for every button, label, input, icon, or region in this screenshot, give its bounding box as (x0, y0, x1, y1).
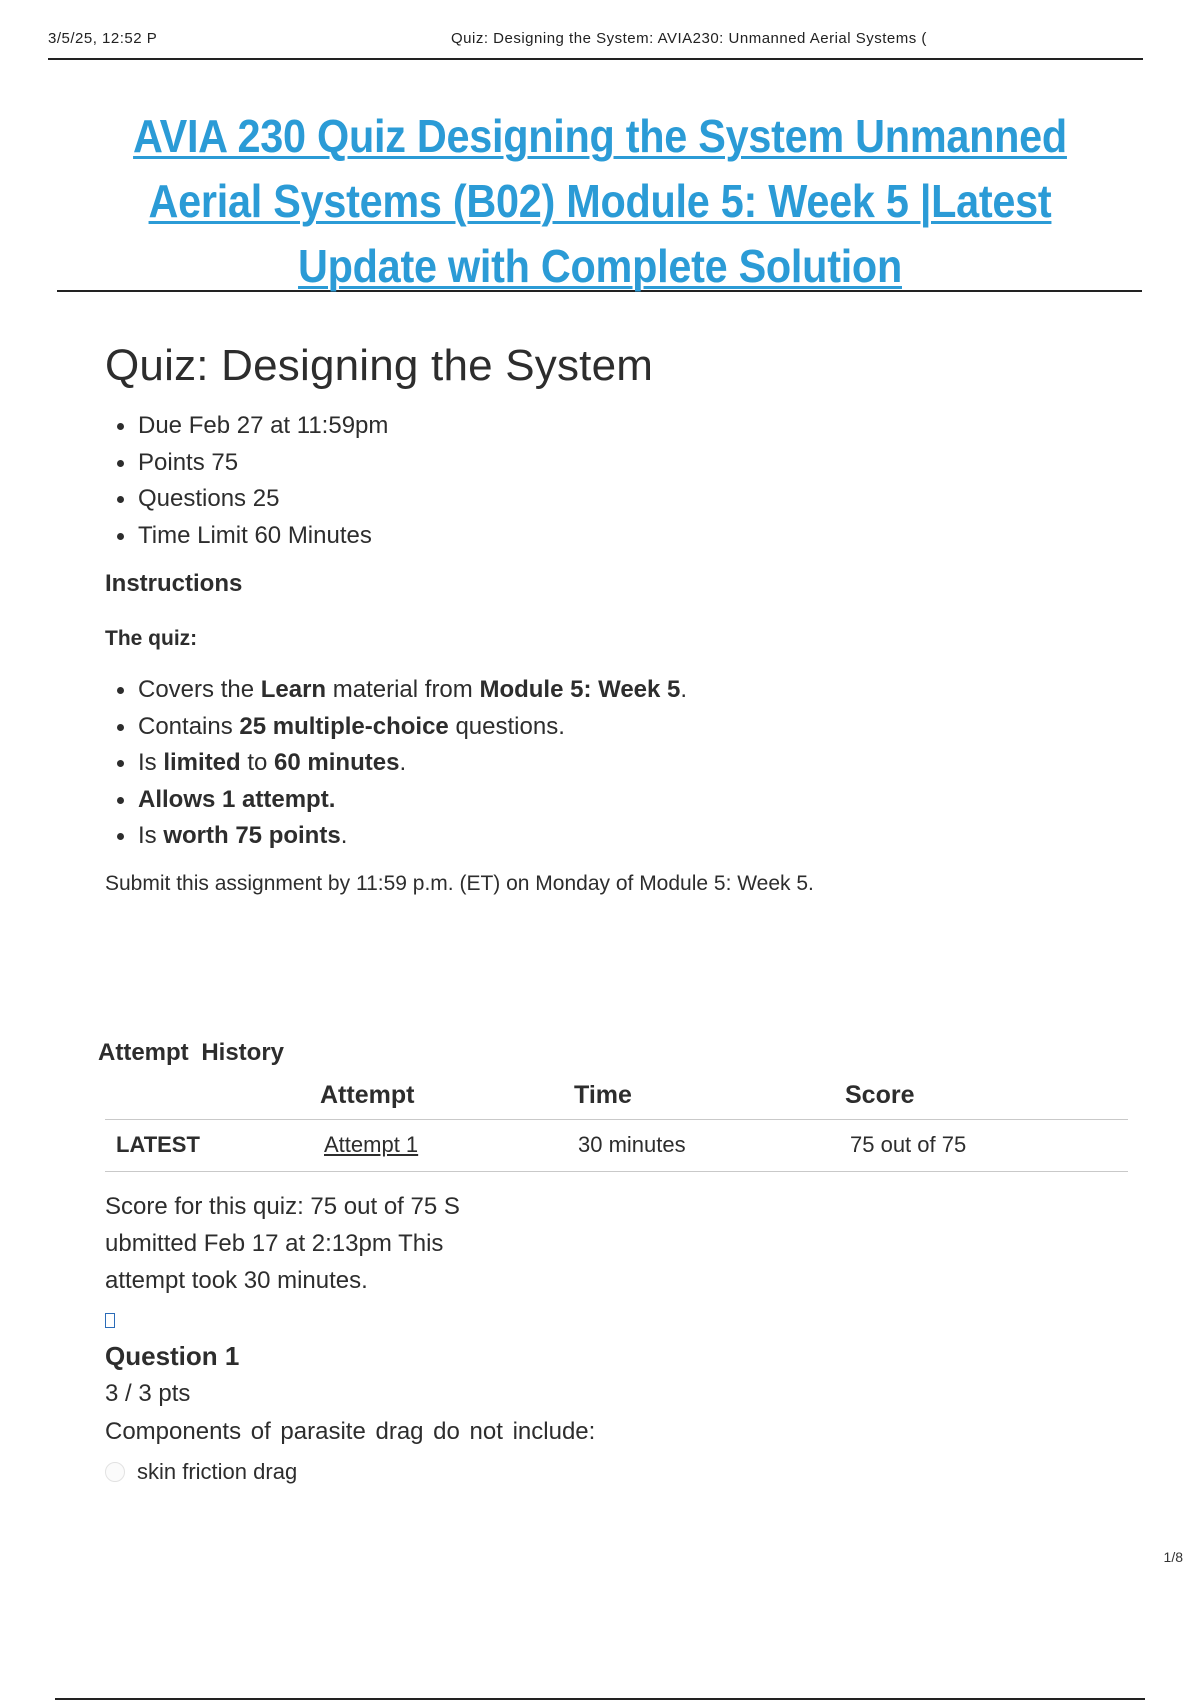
page-title: Quiz: Designing the System (105, 341, 654, 390)
rule-text: . (399, 749, 407, 776)
page-number: 1/8 (1163, 1549, 1183, 1565)
rule-text: . (340, 822, 348, 849)
rule-attempts (105, 782, 1135, 819)
answer-option-label: skin friction drag (137, 1459, 298, 1484)
answer-option[interactable] (105, 1454, 1128, 1490)
the-quiz-label: The quiz: (105, 627, 198, 650)
meta-points: Points 75 (105, 445, 1135, 482)
attempt-history-heading: Attempt History (98, 1039, 285, 1066)
meta-questions: Questions 25 (105, 481, 1135, 518)
question-title: Question 1 (105, 1341, 240, 1371)
rule-text: to (240, 749, 275, 776)
rule-text: Contains (138, 712, 240, 740)
rule-text: questions. (448, 712, 565, 740)
rule-text: Is (138, 822, 164, 849)
rule-bold: 25 multiple-choice (239, 712, 449, 740)
banner (57, 100, 1142, 292)
answer-radio[interactable] (105, 1462, 125, 1482)
rule-bold: worth 75 points (163, 822, 341, 849)
rule-worth (105, 818, 1135, 855)
rule-bold: Module 5: Week 5 (479, 676, 681, 703)
rule-limited (105, 745, 1135, 782)
rule-contains (105, 709, 1135, 746)
column-header-score: Score (845, 1081, 915, 1109)
question-points: 3 / 3 pts (105, 1380, 191, 1407)
attempt-1-link[interactable]: Attempt 1 (324, 1132, 419, 1157)
rule-bold: limited (163, 749, 241, 776)
column-header-time: Time (574, 1081, 632, 1109)
print-datetime: 3/5/25, 12:52 P (48, 30, 158, 47)
attempt-table-header (105, 1077, 1128, 1120)
column-header-attempt: Attempt (320, 1081, 415, 1109)
quiz-meta-list (105, 408, 1135, 554)
rule-covers (105, 672, 1135, 709)
meta-time-limit: Time Limit 60 Minutes (105, 518, 1135, 555)
rule-bold: Learn (260, 676, 327, 703)
score-summary: Score for this quiz: 75 out of 75 S ubmitted Feb 17 at 2:13pm This attempt took 30 minutes. (105, 1193, 460, 1294)
rule-bold: 60 minutes (274, 749, 400, 776)
rule-bold: Allows 1 attempt. (138, 785, 336, 813)
quiz-rules-list (105, 672, 1135, 855)
banner-title-link[interactable]: AVIA 230 Quiz Designing the System Unmanned Aerial Systems (B02) Module 5: Week 5 |Latest Update with Complete Solution (132, 110, 1067, 292)
attempt-history (98, 1035, 1128, 1490)
attempt-table (105, 1077, 1128, 1172)
attempt-score: 75 out of 75 (850, 1132, 967, 1157)
question-text: Components of parasite drag do not include: (105, 1418, 596, 1445)
print-doc-title: Quiz: Designing the System: AVIA230: Unmanned Aerial Systems ( (451, 30, 927, 47)
instructions-heading: Instructions (105, 570, 243, 597)
rule-text: . (680, 676, 688, 703)
flag-question-icon[interactable] (105, 1313, 115, 1328)
table-row (105, 1120, 1128, 1172)
rule-text: Is (138, 749, 164, 776)
rule-text: Covers the (138, 676, 261, 703)
attempt-time: 30 minutes (578, 1132, 686, 1157)
quiz-details (105, 340, 1135, 899)
print-header (48, 28, 1143, 60)
submit-note: Submit this assignment by 11:59 p.m. (ET) on Monday of Module 5: Week 5. (105, 871, 814, 895)
rule-text: material from (326, 676, 480, 703)
latest-label: LATEST (116, 1132, 200, 1157)
meta-due: Due Feb 27 at 11:59pm (105, 408, 1135, 445)
